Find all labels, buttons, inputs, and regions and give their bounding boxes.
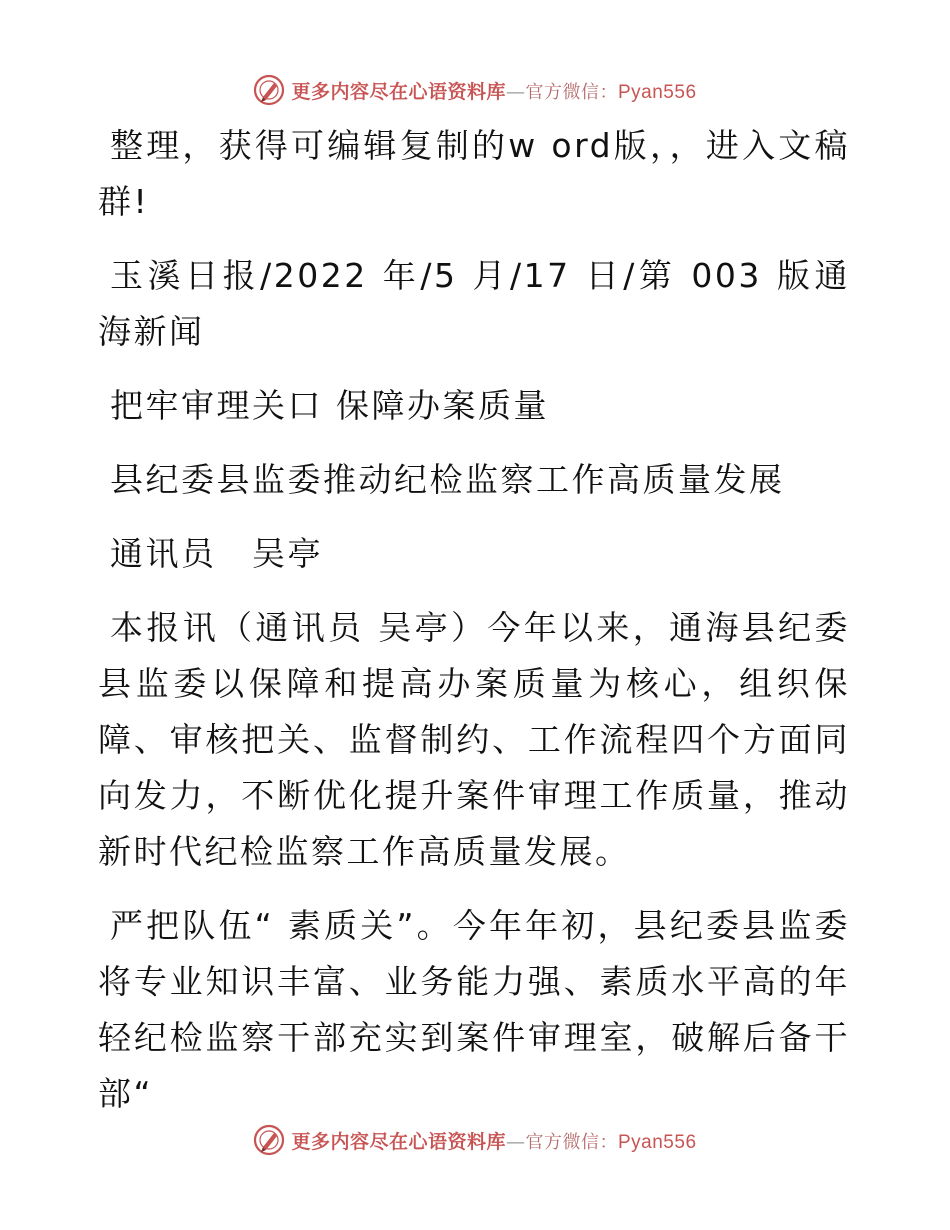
banner-wechat-id: Pyan556 [618, 1131, 697, 1153]
headline: 把牢审理关口 保障办案质量 [110, 386, 549, 425]
pen-logo-icon [253, 74, 285, 106]
pen-logo-icon [253, 1124, 285, 1156]
header-banner [0, 70, 950, 110]
banner-separator: — [506, 1130, 526, 1153]
subheadline: 县纪委县监委推动纪检监察工作高质量发展 [110, 460, 785, 499]
banner-sub-text: 官方微信： [525, 81, 618, 103]
banner-sub-text: 官方微信： [525, 1131, 618, 1153]
document-body [98, 118, 850, 1140]
source-line: 玉溪日报/2022 年/5 月/17 日/第 003 版通海新闻 [98, 256, 850, 351]
banner-separator: — [506, 80, 526, 103]
banner-wechat-id: Pyan556 [618, 81, 697, 103]
intro-paragraph: 整理，获得可编辑复制的w ord版，，进入文稿群! [98, 126, 850, 221]
banner-main-text: 更多内容尽在心语资料库 [291, 80, 506, 103]
footer-banner [0, 1120, 950, 1160]
lead-paragraph: 本报讯（通讯员 吴亭）今年以来，通海县纪委县监委以保障和提高办案质量为核心，组织保障、审核把关、监督制约、工作流程四个方面同向发力，不断优化提升案件审理工作质量，推动新时代纪检监察工作高质量发展。 [98, 608, 850, 871]
section-paragraph: 严把队伍“ 素质关”。今年年初，县纪委县监委将专业知识丰富、业务能力强、素质水平高的年轻纪检监察干部充实到案件审理室，破解后备干部“ [98, 906, 850, 1113]
byline: 通讯员 吴亭 [110, 534, 323, 573]
banner-main-text: 更多内容尽在心语资料库 [291, 1130, 506, 1153]
